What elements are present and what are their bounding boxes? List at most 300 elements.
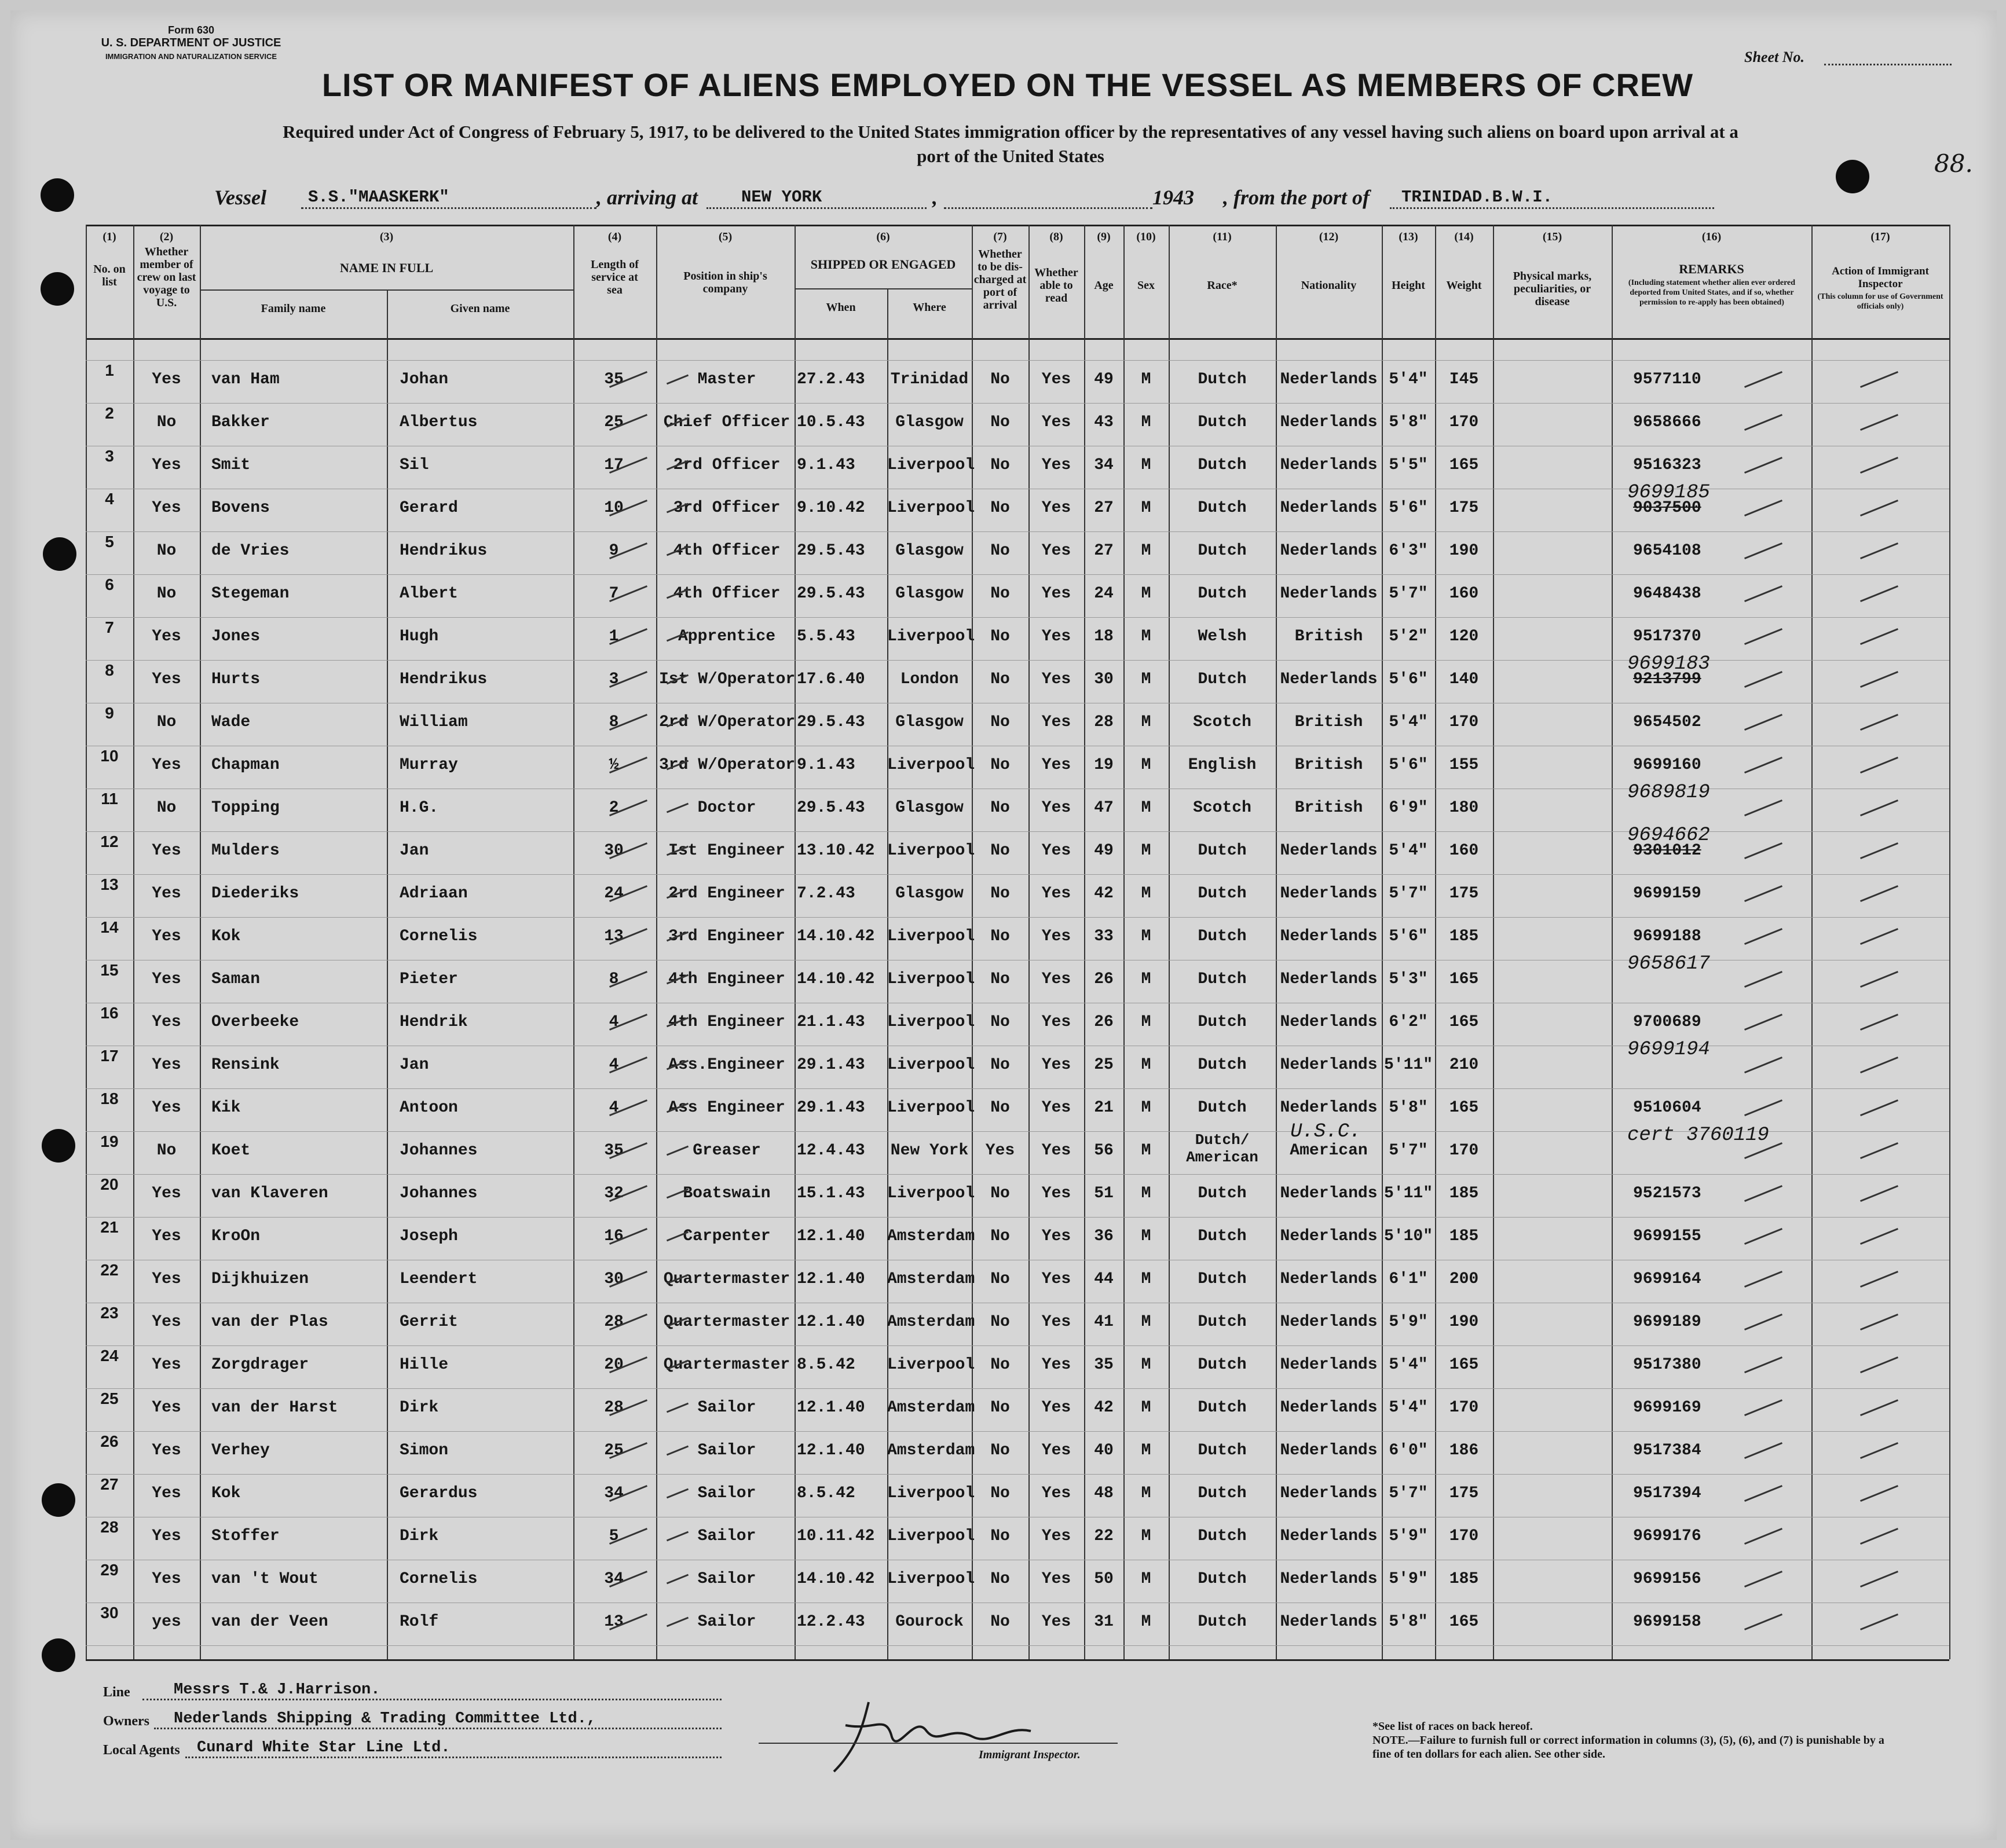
col-7-number: (7) bbox=[993, 230, 1007, 243]
page-mark: 88. bbox=[1934, 149, 1973, 178]
cell-age: 33 bbox=[1094, 927, 1114, 945]
cell-read: Yes bbox=[1041, 499, 1071, 517]
cell-remarks: 9699188 bbox=[1633, 927, 1701, 945]
line-label: Line bbox=[103, 1685, 130, 1700]
cell-weight: 165 bbox=[1449, 970, 1479, 988]
cell-read: Yes bbox=[1041, 1142, 1071, 1160]
document-title: LIST OR MANIFEST OF ALIENS EMPLOYED ON THE VESSEL AS MEMBERS OF CREW bbox=[321, 67, 1694, 103]
cell-sex: M bbox=[1141, 628, 1151, 646]
cell-last: No bbox=[156, 713, 177, 731]
cell-service: 8 bbox=[609, 713, 619, 731]
col-10-header: Sex bbox=[1137, 279, 1155, 292]
col-8-header: Whether able to read bbox=[1034, 266, 1078, 305]
cell-disch: No bbox=[990, 799, 1010, 817]
cell-when: 15.1.43 bbox=[797, 1185, 865, 1202]
column-rule bbox=[387, 289, 388, 1659]
col-17-subheader: (This column for use of Government officials only) bbox=[1817, 292, 1943, 311]
from-port: TRINIDAD.B.W.I. bbox=[1401, 188, 1553, 207]
col-12-number: (12) bbox=[1319, 230, 1339, 243]
col-14-number: (14) bbox=[1454, 230, 1474, 243]
cell-when: 8.5.42 bbox=[797, 1484, 855, 1502]
cell-weight: 190 bbox=[1449, 542, 1479, 560]
cell-when: 14.10.42 bbox=[797, 927, 875, 945]
cell-when: 29.5.43 bbox=[797, 713, 865, 731]
line-underline bbox=[142, 1699, 722, 1700]
cell-sex: M bbox=[1141, 1142, 1151, 1160]
cell-service: 28 bbox=[604, 1313, 624, 1331]
cell-last: Yes bbox=[152, 1013, 181, 1031]
cell-age: 30 bbox=[1094, 670, 1114, 688]
cell-race: Dutch bbox=[1198, 1442, 1247, 1460]
cell-race: Dutch bbox=[1198, 970, 1247, 988]
col-16-subheader: (Including statement whether alien ever ordered deported from United States, and if so, whether permission to re-apply has been obtained) bbox=[1628, 278, 1796, 307]
handwritten-remark: 9658617 bbox=[1627, 953, 1710, 975]
cell-sex: M bbox=[1141, 1442, 1151, 1460]
cell-read: Yes bbox=[1041, 1442, 1071, 1460]
col-2-number: (2) bbox=[159, 230, 174, 243]
arriving-label: , arriving at bbox=[596, 186, 698, 209]
cell-weight: 160 bbox=[1449, 585, 1479, 603]
row-rule bbox=[86, 574, 1949, 575]
cell-where: Liverpool bbox=[887, 842, 975, 860]
cell-sex: M bbox=[1141, 756, 1151, 774]
cell-remarks: 9699155 bbox=[1633, 1227, 1701, 1245]
handwritten-remark: 9689819 bbox=[1627, 782, 1710, 804]
cell-position: Quartermaster bbox=[663, 1313, 790, 1331]
cell-family: van der Plas bbox=[211, 1313, 328, 1331]
cell-age: 43 bbox=[1094, 413, 1114, 431]
cell-family: Verhey bbox=[211, 1442, 270, 1460]
cell-no: 24 bbox=[100, 1347, 119, 1365]
cell-read: Yes bbox=[1041, 585, 1071, 603]
col-5-header: Position in ship's company bbox=[683, 270, 767, 295]
cell-race: Dutch bbox=[1198, 456, 1247, 474]
cell-race: Dutch bbox=[1198, 1356, 1247, 1374]
cell-nat: Nederlands bbox=[1280, 371, 1378, 388]
cell-read: Yes bbox=[1041, 456, 1071, 474]
row-rule bbox=[86, 1174, 1949, 1175]
cell-race: Dutch bbox=[1198, 585, 1247, 603]
cell-race: Scotch bbox=[1193, 713, 1251, 731]
agents-label: Local Agents bbox=[103, 1743, 180, 1758]
cell-sex: M bbox=[1141, 670, 1151, 688]
cell-remarks: 9699160 bbox=[1633, 756, 1701, 774]
cell-last: Yes bbox=[152, 456, 181, 474]
cell-remarks: 9699158 bbox=[1633, 1613, 1701, 1631]
arrival-year: 1943 bbox=[1152, 186, 1194, 209]
cell-family: Smit bbox=[211, 456, 251, 474]
cell-last: No bbox=[156, 1142, 177, 1160]
punch-hole bbox=[42, 1638, 75, 1672]
punch-hole bbox=[43, 537, 76, 571]
cell-position: Apprentice bbox=[678, 628, 776, 646]
col-4-number: (4) bbox=[607, 230, 622, 243]
cell-nat: Nederlands bbox=[1280, 542, 1378, 560]
cell-height: 5'2" bbox=[1389, 628, 1428, 646]
cell-service: 30 bbox=[604, 842, 624, 860]
cell-nat: Nederlands bbox=[1280, 927, 1378, 945]
cell-last: No bbox=[156, 585, 177, 603]
cell-family: Kok bbox=[211, 927, 241, 945]
cell-race: Dutch bbox=[1198, 371, 1247, 388]
cell-service: 8 bbox=[609, 970, 619, 988]
cell-family: Diederiks bbox=[211, 885, 299, 903]
cell-where: Amsterdam bbox=[887, 1442, 975, 1460]
cell-remarks: 9699169 bbox=[1633, 1399, 1701, 1417]
cell-position: Chief Officer bbox=[663, 413, 790, 431]
cell-family: Zorgdrager bbox=[211, 1356, 309, 1374]
cell-family: Chapman bbox=[211, 756, 280, 774]
cell-sex: M bbox=[1141, 1484, 1151, 1502]
cell-position: 3rd W/Operator bbox=[659, 756, 796, 774]
cell-no: 4 bbox=[105, 490, 114, 508]
col-16-number: (16) bbox=[1701, 230, 1722, 243]
cell-where: Liverpool bbox=[887, 456, 975, 474]
cell-when: 29.5.43 bbox=[797, 542, 865, 560]
col-15-number: (15) bbox=[1542, 230, 1562, 243]
col-15-header: Physical marks, peculiarities, or disease bbox=[1513, 270, 1592, 308]
cell-remarks: 9521573 bbox=[1633, 1185, 1701, 1202]
cell-last: Yes bbox=[152, 1227, 181, 1245]
col-9-header: Age bbox=[1094, 279, 1114, 292]
arriving-underline bbox=[707, 207, 927, 209]
cell-when: 9.1.43 bbox=[797, 456, 855, 474]
cell-weight: 175 bbox=[1449, 499, 1479, 517]
col-13-header: Height bbox=[1392, 279, 1425, 292]
cell-nat: Nederlands bbox=[1280, 885, 1378, 903]
cell-age: 25 bbox=[1094, 1056, 1114, 1074]
cell-where: Amsterdam bbox=[887, 1227, 975, 1245]
cell-age: 24 bbox=[1094, 585, 1114, 603]
cell-family: van Ham bbox=[211, 371, 280, 388]
cell-service: 13 bbox=[604, 1613, 624, 1631]
cell-read: Yes bbox=[1041, 1570, 1071, 1588]
cell-given: Albert bbox=[400, 585, 458, 603]
cell-disch: No bbox=[990, 1570, 1010, 1588]
cell-sex: M bbox=[1141, 1270, 1151, 1288]
cell-nat: British bbox=[1294, 756, 1363, 774]
column-rule bbox=[656, 225, 657, 1659]
cell-no: 11 bbox=[101, 790, 118, 808]
cell-where: Glasgow bbox=[895, 885, 964, 903]
cell-where: Liverpool bbox=[887, 1013, 975, 1031]
cell-height: 5'4" bbox=[1389, 713, 1428, 731]
row-rule bbox=[86, 1345, 1949, 1346]
cell-disch: No bbox=[990, 1442, 1010, 1460]
cell-when: 17.6.40 bbox=[797, 670, 865, 688]
row-rule bbox=[86, 617, 1949, 618]
service-name: IMMIGRATION AND NATURALIZATION SERVICE bbox=[105, 52, 277, 61]
cell-age: 26 bbox=[1094, 1013, 1114, 1031]
cell-age: 19 bbox=[1094, 756, 1114, 774]
col-8-number: (8) bbox=[1049, 230, 1063, 243]
cell-no: 27 bbox=[100, 1475, 119, 1493]
cell-nat: British bbox=[1294, 799, 1363, 817]
cell-height: 5'7" bbox=[1389, 1484, 1428, 1502]
cell-no: 19 bbox=[100, 1132, 119, 1150]
cell-weight: 155 bbox=[1449, 756, 1479, 774]
cell-no: 13 bbox=[100, 875, 119, 893]
column-rule bbox=[1612, 225, 1613, 1659]
cell-height: 5'4" bbox=[1389, 842, 1428, 860]
cell-height: 5'5" bbox=[1389, 456, 1428, 474]
cell-where: Trinidad bbox=[890, 371, 969, 388]
cell-race: Dutch bbox=[1198, 542, 1247, 560]
cell-sex: M bbox=[1141, 1570, 1151, 1588]
cell-when: 8.5.42 bbox=[797, 1356, 855, 1374]
cell-service: 2 bbox=[609, 799, 619, 817]
cell-height: 5'9" bbox=[1389, 1570, 1428, 1588]
handwritten-remark: 9699183 bbox=[1627, 653, 1710, 675]
cell-family: van der Harst bbox=[211, 1399, 338, 1417]
cell-height: 5'6" bbox=[1389, 670, 1428, 688]
cell-when: 12.2.43 bbox=[797, 1613, 865, 1631]
cell-position: 2rd W/Operator bbox=[659, 713, 796, 731]
cell-read: Yes bbox=[1041, 371, 1071, 388]
cell-given: Cornelis bbox=[400, 927, 478, 945]
col-11-number: (11) bbox=[1213, 230, 1232, 243]
penalty-note: NOTE.—Failure to furnish full or correct information in columns (3), (5), (6), and (7) is punishable by a fine of ten dollars for each alien. See other side. bbox=[1372, 1734, 1884, 1761]
cell-weight: 200 bbox=[1449, 1270, 1479, 1288]
cell-weight: 170 bbox=[1449, 413, 1479, 431]
cell-height: 5'6" bbox=[1389, 927, 1428, 945]
cell-last: No bbox=[156, 542, 177, 560]
cell-last: Yes bbox=[152, 499, 181, 517]
cell-remarks: 9654108 bbox=[1633, 542, 1701, 560]
cell-position: Ist Engineer bbox=[668, 842, 785, 860]
cell-height: 6'3" bbox=[1389, 542, 1428, 560]
cell-weight: 186 bbox=[1449, 1442, 1479, 1460]
cell-where: Amsterdam bbox=[887, 1313, 975, 1331]
family-name-header: Family name bbox=[261, 302, 326, 315]
cell-nat: Nederlands bbox=[1280, 1484, 1378, 1502]
cell-nat: Nederlands bbox=[1280, 1356, 1378, 1374]
cell-height: 6'1" bbox=[1389, 1270, 1428, 1288]
cell-when: 27.2.43 bbox=[797, 371, 865, 388]
cell-where: Liverpool bbox=[887, 1056, 975, 1074]
cell-when: 29.5.43 bbox=[797, 585, 865, 603]
cell-when: 9.10.42 bbox=[797, 499, 865, 517]
cell-no: 18 bbox=[100, 1090, 119, 1108]
cell-when: 14.10.42 bbox=[797, 1570, 875, 1588]
cell-no: 20 bbox=[100, 1175, 119, 1193]
cell-disch: No bbox=[990, 1270, 1010, 1288]
cell-given: William bbox=[400, 713, 468, 731]
cell-height: 5'6" bbox=[1389, 499, 1428, 517]
handwritten-remark: 9694662 bbox=[1627, 824, 1710, 846]
column-rule bbox=[1949, 225, 1950, 1659]
cell-family: Dijkhuizen bbox=[211, 1270, 309, 1288]
cell-nat: Nederlands bbox=[1280, 456, 1378, 474]
cell-weight: 210 bbox=[1449, 1056, 1479, 1074]
cell-disch: No bbox=[990, 1613, 1010, 1631]
document-subtitle: Required under Act of Congress of February 5, 1917, to be delivered to the United States immigration officer by the representatives of any vessel having such aliens on board upon arrival at a bbox=[283, 122, 1738, 142]
cell-weight: 175 bbox=[1449, 1484, 1479, 1502]
cell-last: Yes bbox=[152, 1185, 181, 1202]
cell-position: 4th Officer bbox=[673, 542, 781, 560]
cell-read: Yes bbox=[1041, 927, 1071, 945]
cell-service: 10 bbox=[604, 499, 624, 517]
cell-family: Stegeman bbox=[211, 585, 290, 603]
cell-weight: 180 bbox=[1449, 799, 1479, 817]
cell-no: 5 bbox=[105, 533, 114, 551]
punch-hole bbox=[41, 178, 74, 212]
cell-read: Yes bbox=[1041, 413, 1071, 431]
cell-family: Hurts bbox=[211, 670, 261, 688]
cell-position: Sailor bbox=[697, 1527, 756, 1545]
col-13-number: (13) bbox=[1399, 230, 1418, 243]
cell-race: Dutch bbox=[1198, 1399, 1247, 1417]
cell-where: Liverpool bbox=[887, 1099, 975, 1117]
cell-read: Yes bbox=[1041, 1613, 1071, 1631]
col-1-header: No. on list bbox=[93, 263, 126, 288]
cell-remarks: 9658666 bbox=[1633, 413, 1701, 431]
cell-age: 48 bbox=[1094, 1484, 1114, 1502]
cell-remarks: 9517394 bbox=[1633, 1484, 1701, 1502]
handwritten-remark: 9699185 bbox=[1627, 482, 1710, 504]
document-subtitle-2: port of the United States bbox=[917, 146, 1104, 166]
cell-nat: Nederlands bbox=[1280, 1056, 1378, 1074]
cell-age: 28 bbox=[1094, 713, 1114, 731]
row-rule bbox=[86, 1431, 1949, 1432]
cell-weight: 185 bbox=[1449, 927, 1479, 945]
given-name-header: Given name bbox=[450, 302, 510, 315]
col-6-number: (6) bbox=[876, 230, 890, 243]
cell-nat: Nederlands bbox=[1280, 670, 1378, 688]
cell-race: Dutch bbox=[1198, 885, 1247, 903]
cell-no: 7 bbox=[105, 618, 114, 636]
cell-read: Yes bbox=[1041, 842, 1071, 860]
row-rule bbox=[86, 1645, 1949, 1646]
cell-last: Yes bbox=[152, 756, 181, 774]
col-6-header: SHIPPED OR ENGAGED bbox=[810, 257, 956, 272]
cell-age: 31 bbox=[1094, 1613, 1114, 1631]
cell-age: 49 bbox=[1094, 371, 1114, 388]
cell-age: 26 bbox=[1094, 970, 1114, 988]
cell-weight: 185 bbox=[1449, 1227, 1479, 1245]
cell-where: Liverpool bbox=[887, 756, 975, 774]
cell-position: Ass.Engineer bbox=[668, 1056, 785, 1074]
cell-when: 10.11.42 bbox=[797, 1527, 875, 1545]
cell-where: Glasgow bbox=[895, 799, 964, 817]
cell-family: Jones bbox=[211, 628, 261, 646]
cell-weight: 165 bbox=[1449, 1613, 1479, 1631]
cell-nat: British bbox=[1294, 628, 1363, 646]
cell-height: 5'6" bbox=[1389, 756, 1428, 774]
cell-age: 36 bbox=[1094, 1227, 1114, 1245]
cell-remarks: 9699176 bbox=[1633, 1527, 1701, 1545]
col-3-number: (3) bbox=[379, 230, 394, 243]
cell-last: Yes bbox=[152, 842, 181, 860]
agents-underline bbox=[185, 1757, 722, 1758]
cell-where: Amsterdam bbox=[887, 1270, 975, 1288]
cell-position: Carpenter bbox=[683, 1227, 771, 1245]
cell-where: Glasgow bbox=[895, 713, 964, 731]
cell-family: Wade bbox=[211, 713, 251, 731]
row-rule bbox=[86, 1474, 1949, 1475]
col-17-header: Action of Immigrant Inspector bbox=[1832, 265, 1929, 290]
cell-given: Johannes bbox=[400, 1185, 478, 1202]
cell-sex: M bbox=[1141, 927, 1151, 945]
cell-position: Ass Engineer bbox=[668, 1099, 785, 1117]
cell-position: Sailor bbox=[697, 1484, 756, 1502]
cell-height: 5'4" bbox=[1389, 1399, 1428, 1417]
cell-weight: 120 bbox=[1449, 628, 1479, 646]
row-rule bbox=[86, 531, 1949, 532]
cell-nat: Nederlands bbox=[1280, 413, 1378, 431]
cell-height: 5'9" bbox=[1389, 1527, 1428, 1545]
cell-family: Bakker bbox=[211, 413, 270, 431]
cell-no: 30 bbox=[100, 1604, 119, 1622]
cell-height: 5'11" bbox=[1383, 1056, 1433, 1074]
cell-remarks: 9516323 bbox=[1633, 456, 1701, 474]
cell-disch: No bbox=[990, 371, 1010, 388]
cell-where: Liverpool bbox=[887, 1570, 975, 1588]
cell-remarks: 9517370 bbox=[1633, 628, 1701, 646]
cell-service: 7 bbox=[609, 585, 619, 603]
cell-race: Dutch bbox=[1198, 1570, 1247, 1588]
cell-disch: No bbox=[990, 756, 1010, 774]
cell-read: Yes bbox=[1041, 1056, 1071, 1074]
cell-last: yes bbox=[152, 1613, 181, 1631]
cell-position: Sailor bbox=[697, 1570, 756, 1588]
cell-where: Liverpool bbox=[887, 628, 975, 646]
cell-last: Yes bbox=[152, 1570, 181, 1588]
column-rule bbox=[1811, 225, 1813, 1659]
cell-last: Yes bbox=[152, 885, 181, 903]
cell-service: 35 bbox=[604, 1142, 624, 1160]
cell-given: Murray bbox=[400, 756, 458, 774]
row-rule bbox=[86, 1088, 1949, 1089]
cell-no: 25 bbox=[100, 1389, 119, 1407]
cell-remarks: 9654502 bbox=[1633, 713, 1701, 731]
cell-service: 16 bbox=[604, 1227, 624, 1245]
cell-no: 14 bbox=[100, 918, 119, 936]
cell-position: Doctor bbox=[697, 799, 756, 817]
cell-age: 18 bbox=[1094, 628, 1114, 646]
col-3-header: NAME IN FULL bbox=[339, 261, 434, 275]
cell-disch: No bbox=[990, 1013, 1010, 1031]
col-17-number: (17) bbox=[1870, 230, 1890, 243]
cell-disch: No bbox=[990, 1056, 1010, 1074]
where-header: Where bbox=[913, 301, 946, 314]
cell-when: 29.5.43 bbox=[797, 799, 865, 817]
cell-service: 1 bbox=[609, 628, 619, 646]
cell-where: Liverpool bbox=[887, 1185, 975, 1202]
cell-age: 51 bbox=[1094, 1185, 1114, 1202]
cell-position: 2rd Engineer bbox=[668, 885, 785, 903]
cell-given: Jan bbox=[400, 842, 429, 860]
inspector-signature bbox=[799, 1691, 1042, 1783]
cell-when: 29.1.43 bbox=[797, 1056, 865, 1074]
cell-read: Yes bbox=[1041, 1227, 1071, 1245]
cell-sex: M bbox=[1141, 413, 1151, 431]
cell-age: 40 bbox=[1094, 1442, 1114, 1460]
inspector-signature-line bbox=[759, 1743, 1118, 1744]
cell-race: Welsh bbox=[1198, 628, 1247, 646]
cell-sex: M bbox=[1141, 713, 1151, 731]
vessel-name: S.S."MAASKERK" bbox=[308, 188, 449, 207]
cell-family: Topping bbox=[211, 799, 280, 817]
cell-race: English bbox=[1188, 756, 1257, 774]
cell-nat: Nederlands bbox=[1280, 842, 1378, 860]
table-header-border bbox=[86, 338, 1949, 340]
date-comma: , bbox=[932, 186, 938, 209]
cell-no: 16 bbox=[100, 1004, 119, 1022]
cell-where: Liverpool bbox=[887, 499, 975, 517]
cell-family: de Vries bbox=[211, 542, 290, 560]
cell-nat: Nederlands bbox=[1280, 1013, 1378, 1031]
